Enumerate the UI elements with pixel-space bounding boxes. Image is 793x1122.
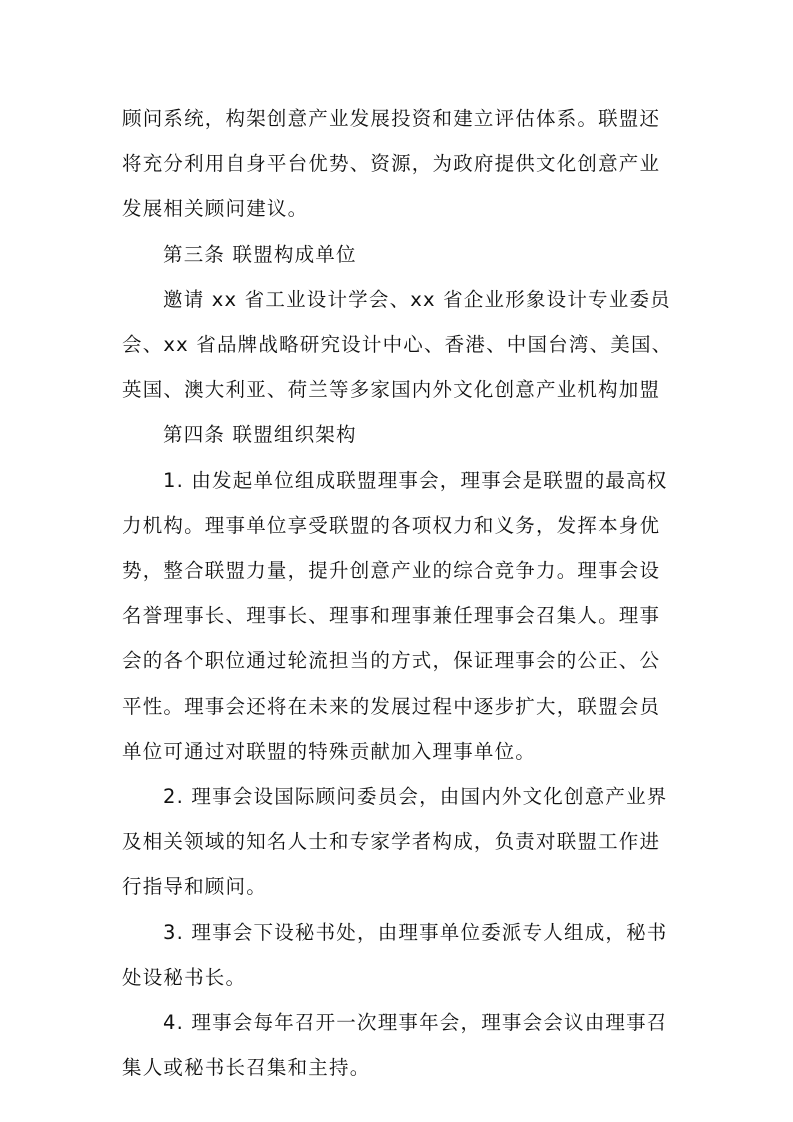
text-line: 3. 理事会下设秘书处，由理事单位委派专人组成，秘书 <box>163 920 668 944</box>
text-line: 发展相关顾问建议。 <box>122 197 309 221</box>
article-4-item-4 <box>122 1000 677 1090</box>
text-line: 单位可通过对联盟的特殊贡献加入理事单位。 <box>122 739 537 763</box>
text-line: 集人或秘书长召集和主持。 <box>122 1056 371 1080</box>
document-body <box>122 96 677 1090</box>
text-line: 平性。理事会还将在未来的发展过程中逐步扩大，联盟会员 <box>122 694 661 718</box>
article-4-item-2 <box>122 774 677 910</box>
text-line: 将充分利用自身平台优势、资源，为政府提供文化创意产业 <box>122 152 661 176</box>
text-line: 名誉理事长、理事长、理事和理事兼任理事会召集人。理事 <box>122 604 661 628</box>
text-line: 2. 理事会设国际顾问委员会，由国内外文化创意产业界 <box>163 785 668 809</box>
text-line: 会、xx 省品牌战略研究设计中心、香港、中国台湾、美国、 <box>122 333 673 357</box>
text-line: 4. 理事会每年召开一次理事年会，理事会会议由理事召 <box>163 1011 668 1035</box>
article-4-item-1 <box>122 458 677 774</box>
text-line: 处设秘书长。 <box>122 965 247 989</box>
continuation-paragraph <box>122 96 677 232</box>
article-4-heading: 第四条 联盟组织架构 <box>163 423 357 447</box>
text-line: 势，整合联盟力量，提升创意产业的综合竞争力。理事会设 <box>122 559 661 583</box>
text-line: 邀请 xx 省工业设计学会、xx 省企业形象设计专业委员 <box>163 287 671 311</box>
text-line: 会的各个职位通过轮流担当的方式，保证理事会的公正、公 <box>122 649 661 673</box>
article-3-paragraph <box>122 277 677 413</box>
article-4-item-3 <box>122 910 677 1000</box>
text-line: 英国、澳大利亚、荷兰等多家国内外文化创意产业机构加盟 <box>122 378 661 402</box>
text-line: 力机构。理事单位享受联盟的各项权力和义务，发挥本身优 <box>122 513 661 537</box>
text-line: 顾问系统，构架创意产业发展投资和建立评估体系。联盟还 <box>122 107 661 130</box>
text-line: 及相关领域的知名人士和专家学者构成，负责对联盟工作进 <box>122 830 661 854</box>
article-3-heading: 第三条 联盟构成单位 <box>163 242 357 266</box>
text-line: 行指导和顾问。 <box>122 875 267 899</box>
text-line: 1. 由发起单位组成联盟理事会，理事会是联盟的最高权 <box>163 468 668 492</box>
